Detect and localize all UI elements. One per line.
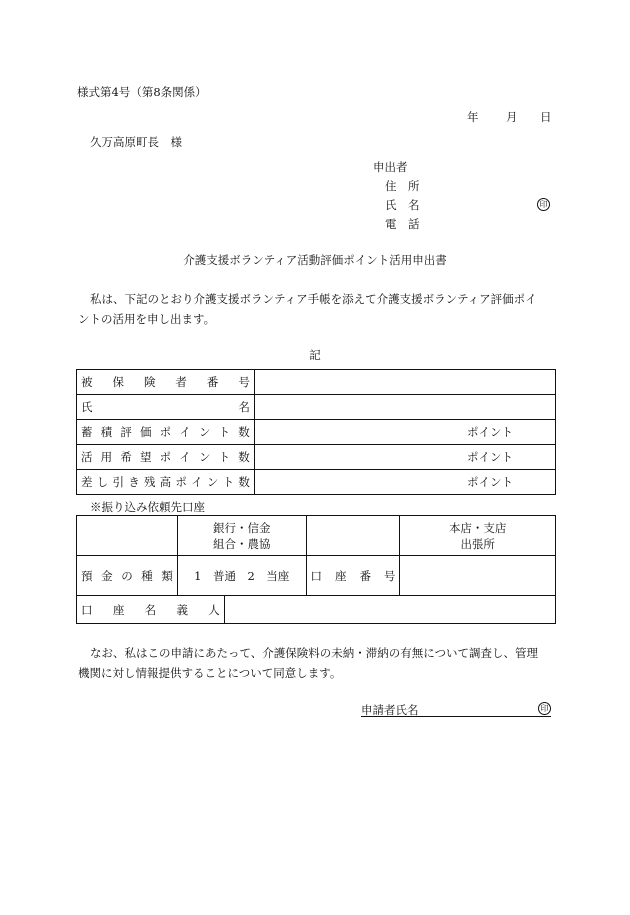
branch-type-line1: 本店・支店 bbox=[448, 520, 507, 535]
label-char: ン bbox=[198, 425, 211, 439]
label-char: 価 bbox=[139, 425, 152, 439]
accumulated-points-label bbox=[77, 420, 255, 445]
insured-number-label bbox=[77, 370, 255, 395]
deposit-type-label bbox=[77, 556, 178, 596]
consent-text-line1: なお、私はこの申請にあたって、介護保険料の未納・滞納の有無について調査し、管理 bbox=[90, 646, 539, 660]
label-char: 差 bbox=[81, 475, 93, 489]
bank-type-line1: 銀行・信金 bbox=[212, 520, 271, 535]
label-char: 数 bbox=[238, 450, 250, 464]
table-row bbox=[77, 470, 556, 495]
label-char: ト bbox=[218, 450, 231, 464]
bank-table bbox=[76, 515, 556, 624]
bank-type-line2: 組合・農協 bbox=[212, 536, 271, 551]
label-char: ポ bbox=[159, 425, 172, 439]
label-char: 希 bbox=[120, 450, 132, 464]
label-char: 望 bbox=[139, 450, 152, 464]
spread-label bbox=[81, 449, 250, 465]
label-char: 引 bbox=[112, 475, 124, 489]
desired-points-field[interactable]: ポイント bbox=[254, 445, 555, 470]
label-char: ン bbox=[206, 475, 219, 489]
table-row bbox=[77, 370, 556, 395]
bank-section-label: ※振り込み依頼先口座 bbox=[90, 500, 205, 514]
label-char: 人 bbox=[208, 602, 220, 617]
account-holder-field[interactable] bbox=[224, 596, 555, 624]
label-char: 険 bbox=[143, 375, 156, 389]
branch-type-line2: 出張所 bbox=[460, 536, 495, 551]
label-char: 保 bbox=[112, 375, 124, 389]
label-char: ト bbox=[222, 475, 235, 489]
label-char: ン bbox=[198, 450, 211, 464]
table-row bbox=[77, 556, 556, 596]
label-char: 号 bbox=[238, 375, 250, 389]
label-char: 義 bbox=[176, 602, 188, 617]
insured-number-field[interactable] bbox=[254, 370, 555, 395]
label-char: き bbox=[128, 475, 140, 489]
account-holder-label bbox=[77, 596, 225, 624]
spread-label bbox=[81, 602, 220, 618]
consent-text-line2: 機関に対し情報提供することについて同意します。 bbox=[78, 666, 342, 680]
label-char: 者 bbox=[175, 375, 187, 389]
name-label-spread bbox=[81, 399, 250, 415]
label-char: 被 bbox=[81, 375, 93, 389]
doc-title: 介護支援ボランティア活動評価ポイント活用申出書 bbox=[183, 253, 447, 267]
signature-label: 申請者氏名 bbox=[361, 703, 419, 717]
form-id: 様式第4号（第8条関係） bbox=[77, 85, 207, 99]
spread-label bbox=[81, 374, 250, 390]
applicant-title: 申出者 bbox=[373, 160, 408, 174]
body-text-line1: 私は、下記のとおり介護支援ボランティア手帳を添えて介護支援ボランティア評価ポイ bbox=[90, 292, 537, 306]
table-row bbox=[77, 516, 556, 556]
spread-label bbox=[81, 474, 250, 490]
label-char: 金 bbox=[101, 568, 113, 583]
table-row bbox=[77, 596, 556, 624]
label-char: し bbox=[96, 475, 109, 489]
label-char: 高 bbox=[159, 475, 172, 489]
label-char: 蓄 bbox=[81, 425, 93, 439]
ki-heading: 記 bbox=[309, 348, 321, 362]
applicant-name-label: 氏 名 bbox=[385, 198, 420, 212]
account-number-label bbox=[306, 556, 400, 596]
label-char: イ bbox=[191, 475, 203, 489]
name-label-right: 名 bbox=[238, 400, 250, 414]
balance-points-label bbox=[77, 470, 255, 495]
date-year: 年 bbox=[467, 110, 479, 124]
applicant-phone-label: 電 話 bbox=[385, 217, 420, 231]
branch-name-field[interactable] bbox=[306, 516, 400, 556]
label-char: の bbox=[121, 568, 133, 583]
name-label-left: 氏 bbox=[81, 400, 93, 414]
desired-points-label bbox=[77, 445, 255, 470]
label-char: 活 bbox=[81, 450, 93, 464]
label-char: 評 bbox=[120, 425, 132, 439]
label-char: ポ bbox=[159, 450, 172, 464]
label-char: ポ bbox=[175, 475, 187, 489]
name-label bbox=[77, 395, 255, 420]
bank-name-field[interactable] bbox=[77, 516, 178, 556]
addressee: 久万高原町長 様 bbox=[90, 135, 182, 149]
table-row bbox=[77, 445, 556, 470]
applicant-address-label: 住 所 bbox=[385, 179, 420, 193]
date-month: 月 bbox=[506, 110, 518, 124]
table-row bbox=[77, 420, 556, 445]
name-field[interactable] bbox=[254, 395, 555, 420]
label-char: 残 bbox=[143, 475, 156, 489]
points-table bbox=[76, 369, 556, 495]
label-char: 名 bbox=[144, 602, 157, 617]
branch-type-label bbox=[400, 516, 556, 556]
body-text-line2: ントの活用を申し出ます。 bbox=[78, 312, 216, 326]
label-char: 口 bbox=[310, 568, 323, 583]
signature-line[interactable] bbox=[361, 702, 551, 717]
label-char: 数 bbox=[238, 425, 250, 439]
accumulated-points-field[interactable]: ポイント bbox=[254, 420, 555, 445]
label-char: 数 bbox=[238, 475, 250, 489]
label-char: 類 bbox=[161, 568, 173, 583]
label-char: イ bbox=[179, 425, 191, 439]
label-char: 番 bbox=[206, 375, 219, 389]
label-char: 預 bbox=[81, 568, 93, 583]
applicant-seal bbox=[537, 196, 550, 211]
label-char: 用 bbox=[100, 450, 113, 464]
table-row bbox=[77, 395, 556, 420]
seal-icon: 印 bbox=[538, 702, 551, 715]
seal-icon: 印 bbox=[537, 198, 550, 211]
spread-label bbox=[81, 424, 250, 440]
label-char: 積 bbox=[100, 425, 113, 439]
label-char: 座 bbox=[334, 568, 347, 583]
bank-type-label bbox=[177, 516, 306, 556]
spread-label bbox=[81, 568, 173, 584]
label-char: 座 bbox=[112, 602, 125, 617]
deposit-type-options[interactable]: 1 普通 2 当座 bbox=[177, 556, 306, 596]
balance-points-field[interactable]: ポイント bbox=[254, 470, 555, 495]
label-char: イ bbox=[179, 450, 191, 464]
label-char: ト bbox=[218, 425, 231, 439]
date-day: 日 bbox=[540, 110, 552, 124]
label-char: 号 bbox=[383, 568, 396, 583]
label-char: 番 bbox=[359, 568, 371, 583]
account-number-field[interactable] bbox=[400, 556, 556, 596]
spread-label bbox=[311, 568, 396, 584]
label-char: 種 bbox=[141, 568, 153, 583]
label-char: 口 bbox=[81, 602, 93, 617]
